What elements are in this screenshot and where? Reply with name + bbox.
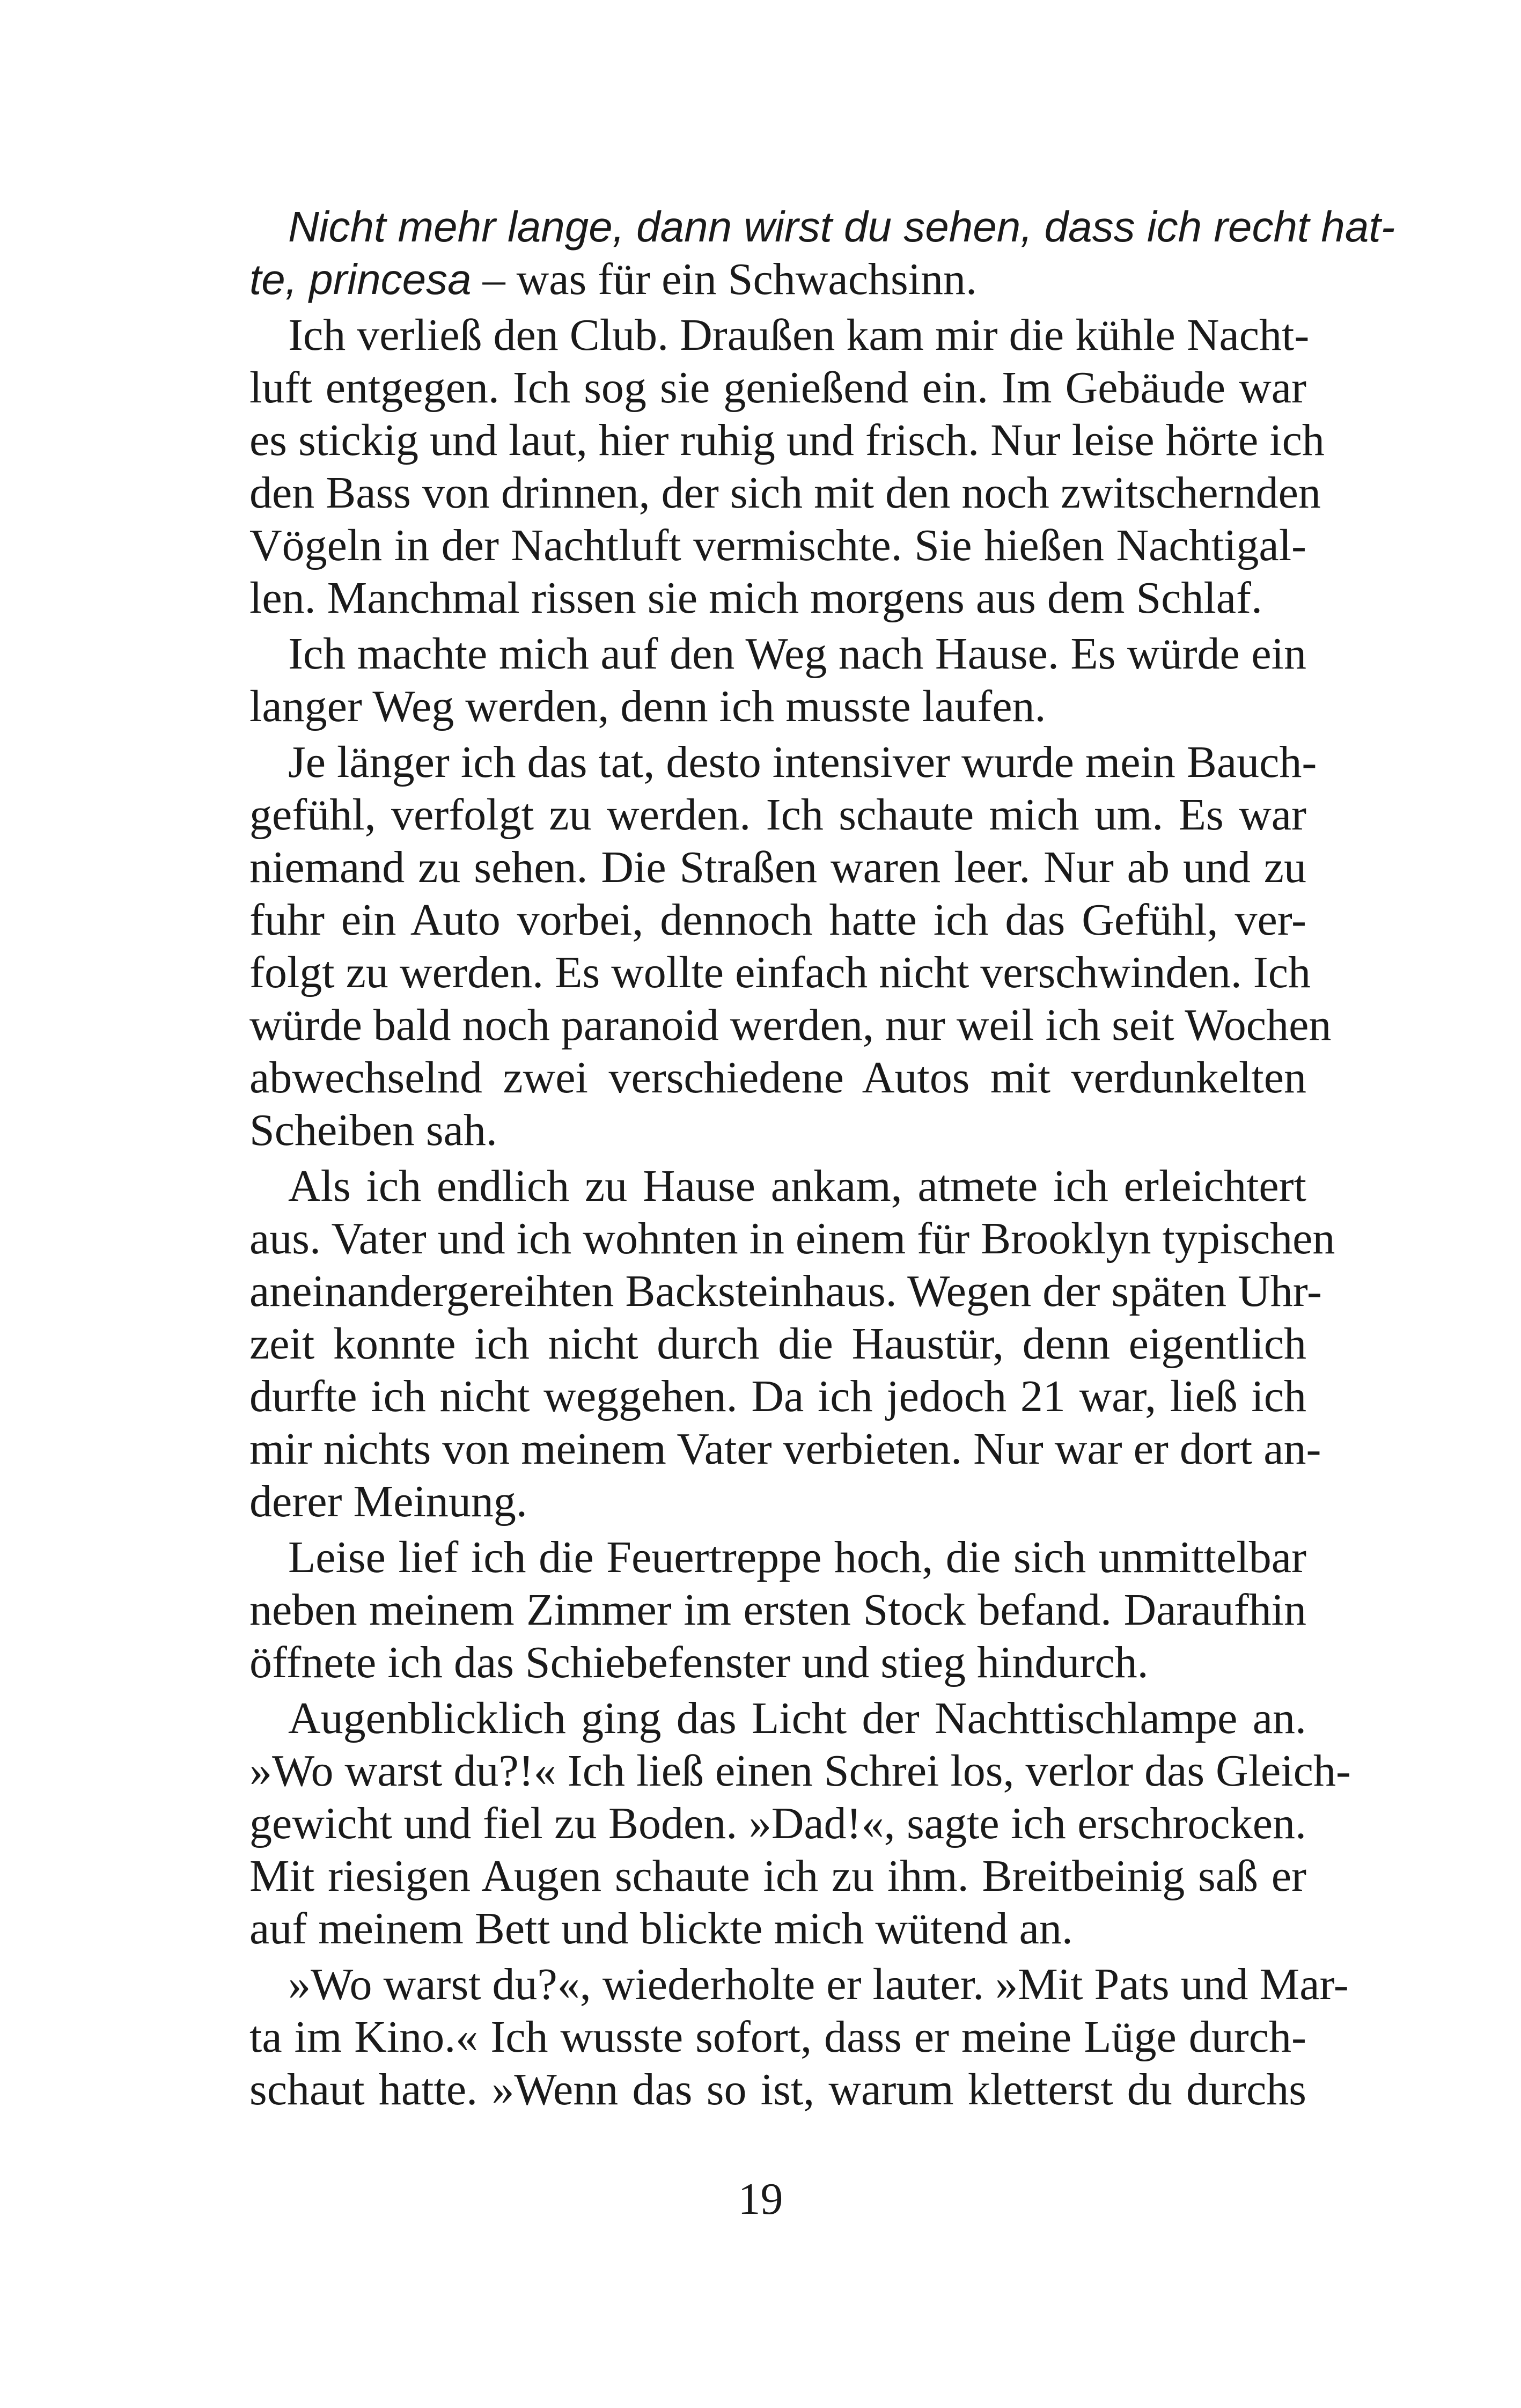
text-line (249, 999, 1332, 1052)
text-line (249, 1745, 1351, 1797)
text-line (249, 1850, 1306, 1903)
text-segment: Ich verließ den Club. Draußen kam mir die kühle Nacht- (288, 310, 1310, 360)
text-segment: Augenblicklich ging das Licht der Nachttischlampe an. (288, 1693, 1306, 1743)
text-segment: abwechselnd zwei verschiedene Autos mit verdunkelten (249, 1053, 1306, 1103)
text-line (249, 253, 1306, 306)
text-segment: Mit riesigen Augen schaute ich zu ihm. Breitbeinig saß er (249, 1851, 1306, 1901)
text-segment: len. Manchmal rissen sie mich morgens aus dem Schlaf. (249, 573, 1263, 623)
text-line (249, 736, 1317, 789)
text-segment: neben meinem Zimmer im ersten Stock befand. Daraufhin (249, 1585, 1306, 1635)
text-line (249, 1265, 1322, 1318)
text-line (249, 1318, 1306, 1370)
text-line (249, 1584, 1306, 1636)
text-segment: aus. Vater und ich wohnten in einem für Brooklyn typischen (249, 1214, 1335, 1264)
text-line (249, 1104, 1306, 1157)
text-line (249, 572, 1306, 625)
text-segment: schaut hatte. »Wenn das so ist, warum kletterst du durchs (249, 2065, 1306, 2115)
text-segment: es stickig und laut, hier ruhig und frisch. Nur leise hörte ich (249, 415, 1325, 465)
text-line (249, 841, 1306, 894)
text-segment: zeit konnte ich nicht durch die Haustür, denn eigentlich (249, 1319, 1306, 1369)
italic-text-segment: Nicht mehr lange, dann wirst du sehen, dass ich recht hat- (288, 203, 1395, 251)
text-line (249, 201, 1395, 253)
text-line (249, 628, 1306, 680)
text-line (249, 2011, 1306, 2064)
text-line (249, 1370, 1306, 1423)
text-segment: Scheiben sah. (249, 1105, 497, 1155)
text-line (249, 946, 1311, 999)
text-segment: aneinandergereihten Backsteinhaus. Wegen der späten Uhr- (249, 1266, 1322, 1316)
text-line (249, 1423, 1321, 1475)
text-segment: Je länger ich das tat, desto intensiver wurde mein Bauch- (288, 737, 1317, 787)
text-line (249, 1636, 1306, 1689)
text-segment: gewicht und fiel zu Boden. »Dad!«, sagte ich erschrocken. (249, 1798, 1306, 1848)
text-line (249, 1213, 1335, 1265)
text-segment: mir nichts von meinem Vater verbieten. Nur war er dort an- (249, 1424, 1321, 1474)
text-line (249, 1958, 1349, 2011)
text-line (249, 467, 1321, 519)
text-line (249, 1475, 1306, 1528)
text-segment: auf meinem Bett und blickte mich wütend an. (249, 1904, 1073, 1954)
text-segment: öffnete ich das Schiebefenster und stieg hindurch. (249, 1638, 1149, 1687)
text-segment: Als ich endlich zu Hause ankam, atmete ich erleichtert (288, 1161, 1306, 1211)
text-line (249, 309, 1310, 362)
text-segment: Vögeln in der Nachtluft vermischte. Sie hießen Nachtigal- (249, 520, 1306, 570)
text-segment: derer Meinung. (249, 1477, 527, 1526)
text-line (249, 1692, 1306, 1745)
text-segment: »Wo warst du?!« Ich ließ einen Schrei los, verlor das Gleich- (249, 1746, 1351, 1796)
italic-text-segment: te, princesa (249, 255, 472, 303)
text-segment: würde bald noch paranoid werden, nur weil ich seit Wochen (249, 1000, 1332, 1050)
page-number: 19 (738, 2174, 783, 2224)
text-segment: luft entgegen. Ich sog sie genießend ein. Im Gebäude war (249, 363, 1306, 413)
text-line (249, 1903, 1306, 1955)
text-segment: Leise lief ich die Feuertreppe hoch, die sich unmittelbar (288, 1532, 1306, 1582)
text-line (249, 1160, 1306, 1213)
body-text (249, 201, 1395, 2116)
text-segment: ta im Kino.« Ich wusste sofort, dass er meine Lüge durch- (249, 2012, 1306, 2062)
text-segment: fuhr ein Auto vorbei, dennoch hatte ich das Gefühl, ver- (249, 895, 1306, 945)
text-segment: folgt zu werden. Es wollte einfach nicht verschwinden. Ich (249, 948, 1311, 997)
text-segment: niemand zu sehen. Die Straßen waren leer. Nur ab und zu (249, 842, 1306, 892)
text-line (249, 1531, 1306, 1584)
text-segment: »Wo warst du?«, wiederholte er lauter. »Mit Pats und Mar- (288, 1959, 1349, 2009)
text-segment: durfte ich nicht weggehen. Da ich jedoch 21 war, ließ ich (249, 1371, 1306, 1421)
text-line (249, 894, 1306, 946)
text-line (249, 414, 1325, 467)
text-line (249, 1052, 1306, 1104)
text-line (249, 1797, 1306, 1850)
text-line (249, 680, 1306, 733)
text-segment: Ich machte mich auf den Weg nach Hause. Es würde ein (288, 629, 1306, 679)
text-line (249, 519, 1306, 572)
text-segment: langer Weg werden, denn ich musste laufen. (249, 681, 1046, 731)
text-segment: gefühl, verfolgt zu werden. Ich schaute mich um. Es war (249, 790, 1306, 840)
text-segment: den Bass von drinnen, der sich mit den noch zwitschernden (249, 468, 1321, 518)
text-segment: – was für ein Schwachsinn. (471, 254, 978, 304)
text-line (249, 362, 1306, 414)
text-line (249, 2064, 1306, 2116)
text-line (249, 789, 1306, 841)
